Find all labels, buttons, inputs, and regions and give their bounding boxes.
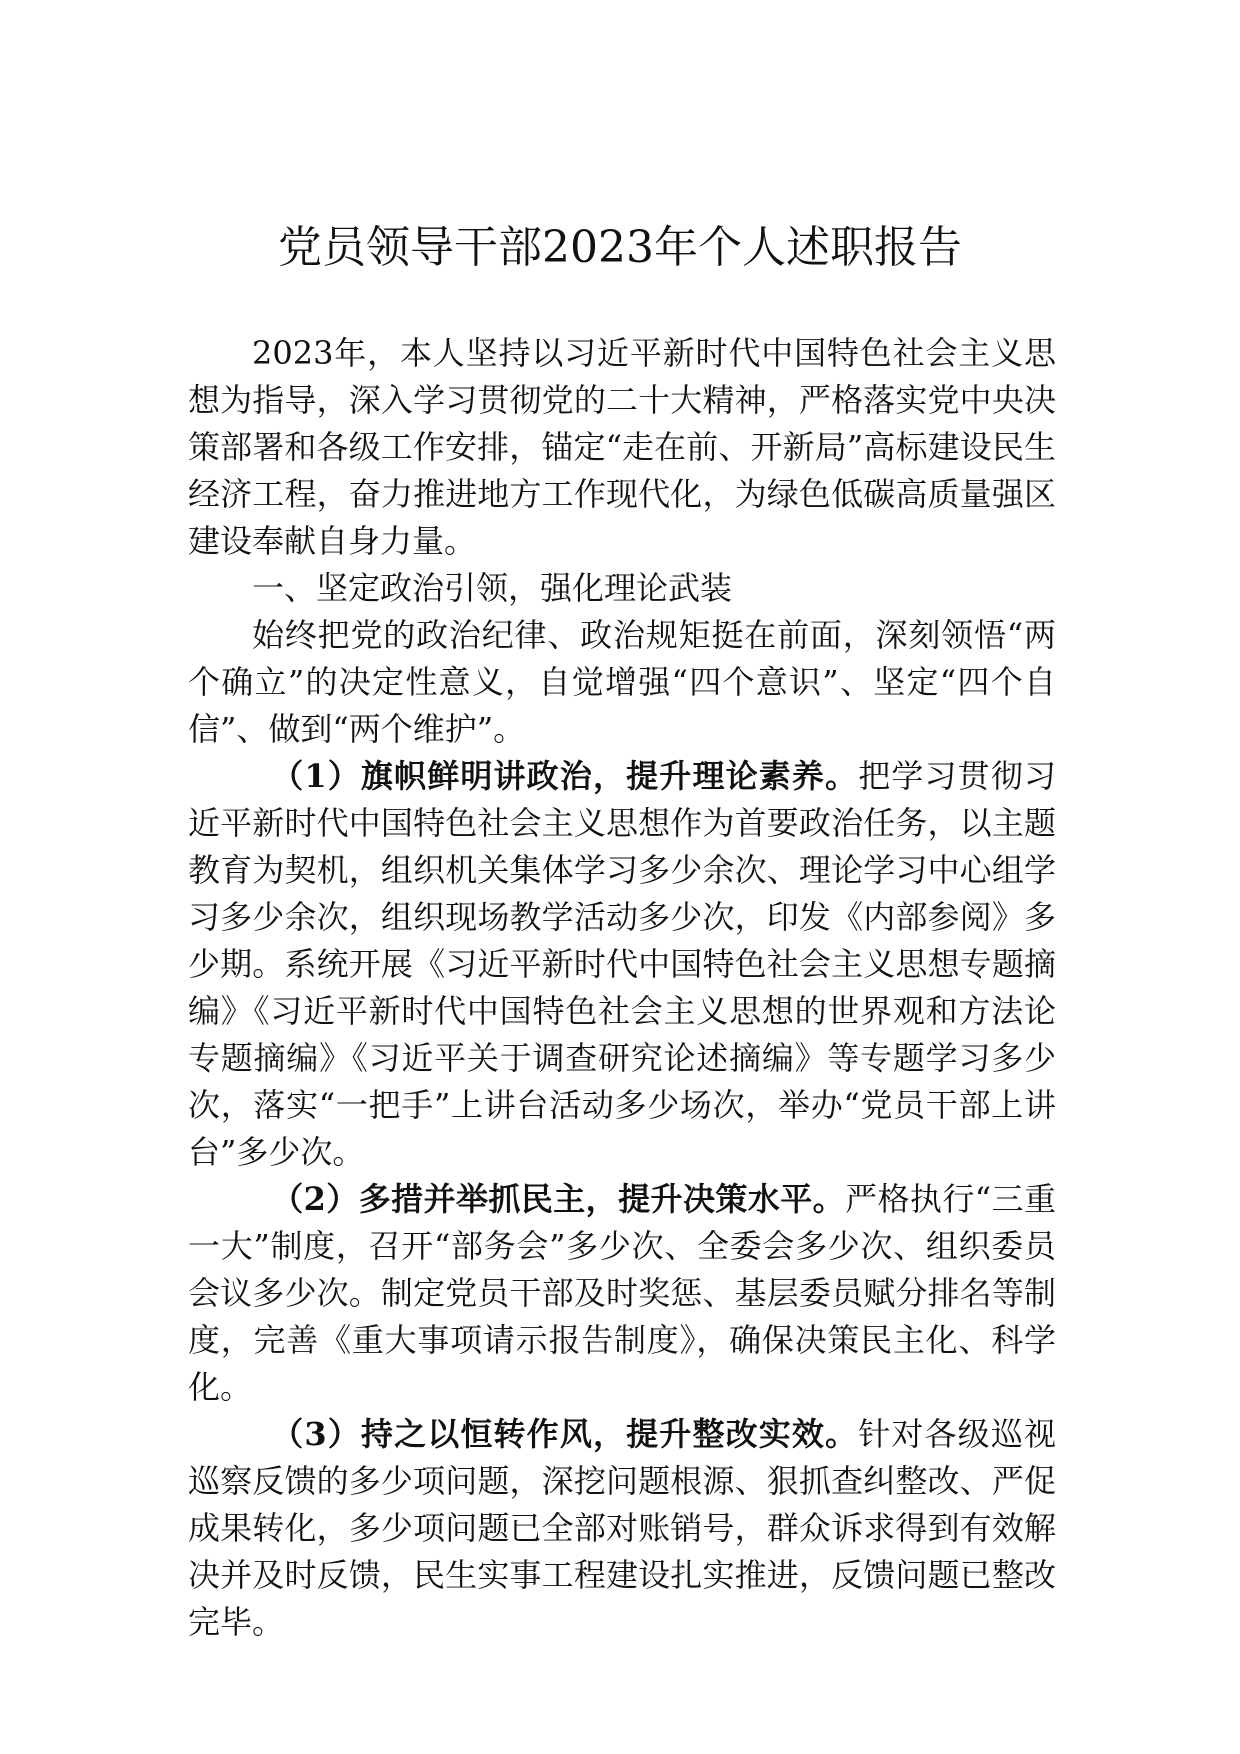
intro-paragraph: 2023年，本人坚持以习近平新时代中国特色社会主义思想为指导，深入学习贯彻党的二十大精神，严格落实党中央决策部署和各级工作安排，锚定“走在前、开新局”高标建设民生经济工程，奋力推进地方工作现代化，为绿色低碳高质量强区建设奉献自身力量。 [188,334,1056,560]
document-title: 党员领导干部2023年个人述职报告 [278,222,962,273]
item-lead-3: （3）持之以恒转作风，提升整改实效。 [271,1415,859,1453]
item-paragraph-2 [188,1176,1056,1411]
document-body [188,330,1056,1646]
item-paragraph-3 [188,1411,1056,1646]
item-text-3: 针对各级巡视巡察反馈的多少项问题，深挖问题根源、狠抓查纠整改、严促成果转化，多少项问题已全部对账销号，群众诉求得到有效解决并及时反馈，民生实事工程建设扎实推进，反馈问题已整改完毕。 [188,1415,1056,1641]
item-text-1: 把学习贯彻习近平新时代中国特色社会主义思想作为首要政治任务，以主题教育为契机，组织机关集体学习多少余次、理论学习中心组学习多少余次，组织现场教学活动多少次，印发《内部参阅》多少期。系统开展《习近平新时代中国特色社会主义思想专题摘编》《习近平新时代中国特色社会主义思想的世界观和方法论专题摘编》《习近平关于调查研究论述摘编》等专题学习多少次，落实“一把手”上讲台活动多少场次，举办“党员干部上讲台”多少次。 [188,757,1056,1171]
section-paragraph: 始终把党的政治纪律、政治规矩挺在前面，深刻领悟“两个确立”的决定性意义，自觉增强“四个意识”、坚定“四个自信”、做到“两个维护”。 [188,616,1056,748]
item-paragraph-1 [188,753,1056,1176]
item-text-2: 严格执行“三重一大”制度，召开“部务会”多少次、全委会多少次、组织委员会议多少次。制定党员干部及时奖惩、基层委员赋分排名等制度，完善《重大事项请示报告制度》，确保决策民主化、科学化。 [188,1180,1056,1406]
section-heading: 一、坚定政治引领，强化理论武装 [252,569,733,607]
item-lead-1: （1）旗帜鲜明讲政治，提升理论素养。 [271,757,859,795]
item-lead-2: （2）多措并举抓民主，提升决策水平。 [271,1180,846,1218]
